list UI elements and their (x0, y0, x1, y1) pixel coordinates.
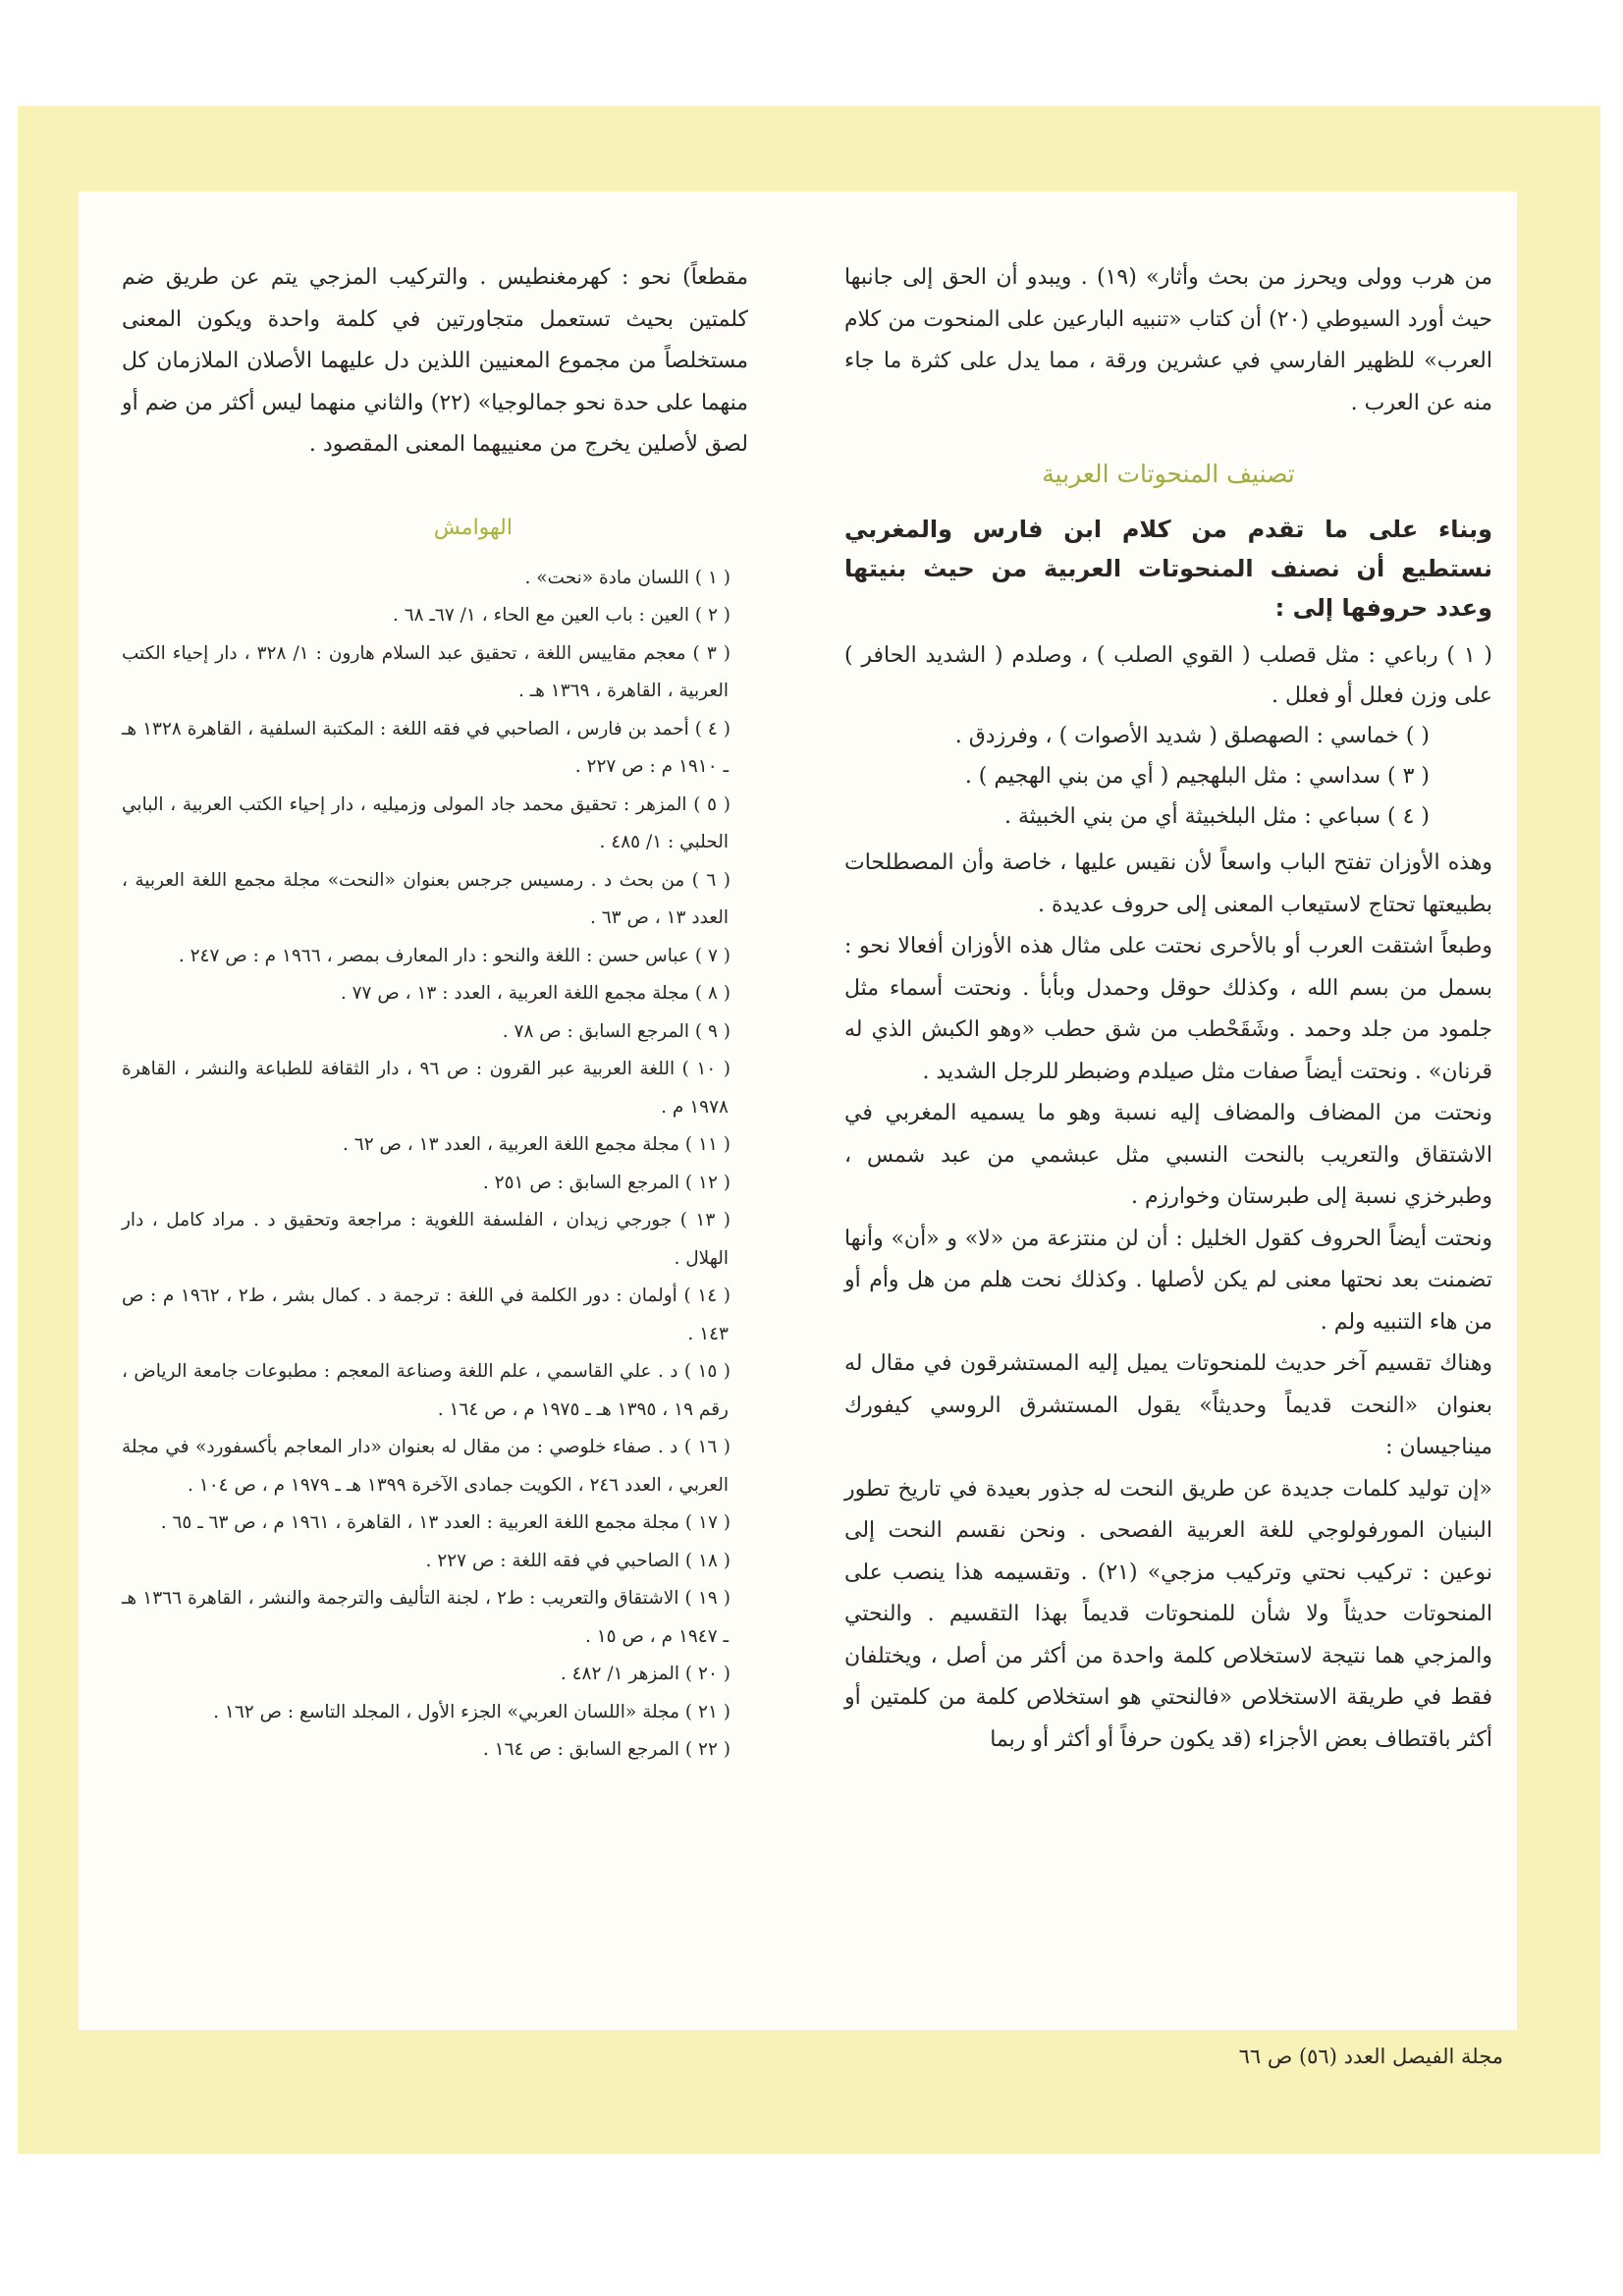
right-column (844, 257, 1492, 1761)
footnote: ( ٩ ) المرجع السابق : ص ٧٨ . (502, 1020, 730, 1042)
paragraph: وهناك تقسيم آخر حديث للمنحوتات يميل إليه المستشرقون في مقال له بعنوان «النحت قديماً وحديثاً» يقول المستشرق الروسي كيفورك ميناجيسان : (844, 1351, 1492, 1459)
footnote: ( ٨ ) مجلة مجمع اللغة العربية ، العدد : ١٣ ، ص ٧٧ . (340, 983, 730, 1004)
intro-paragraph: من هرب وولى ويحرز من بحث وأثار» (١٩) . ويبدو أن الحق إلى جانبها حيث أورد السيوطي (٢٠) أن كتاب «تنبيه البارعين على المنحوت من كلام العرب» للظهير الفارسي في عشرين ورقة ، مما يدل على كثرة ما جاء منه عن العرب . (844, 265, 1492, 415)
footnote: ( ٢٠ ) المزهر ١/ ٤٨٢ . (560, 1664, 730, 1684)
footnote: ( ١٢ ) المرجع السابق : ص ٢٥١ . (482, 1172, 730, 1193)
footnote: ( ٣ ) معجم مقاييس اللغة ، تحقيق عبد السلام هارون : ١/ ٣٢٨ ، دار إحياء الكتب العربية ، القاهرة ، ١٣٦٩ هـ . (122, 642, 730, 701)
paragraph: ونحتت أيضاً الحروف كقول الخليل : أن لن منتزعة من «لا» و «أن» وأنها تضمنت بعد نحتها معنى لم يكن لأصلها . وكذلك نحت هلم من هل وأم أو من هاء التنبيه ولم . (844, 1226, 1492, 1335)
paragraph: ونحتت من المضاف والمضاف إليه نسبة وهو ما يسميه المغربي في الاشتقاق والتعريب بالنحت النسبي مثل عبشمي من عبد شمس ، وطبرخزي نسبة إلى طبرستان وخوارزم . (844, 1101, 1492, 1209)
footnote: ( ١ ) اللسان مادة «نحت» . (524, 567, 730, 588)
footnote: ( ٢٢ ) المرجع السابق : ص ١٦٤ . (482, 1739, 730, 1760)
footnote: ( ١٦ ) د . صفاء خلوصي : من مقال له بعنوان «دار المعاجم بأكسفورد» في مجلة العربي ، العدد ٢٤٦ ، الكويت جمادى الآخرة ١٣٩٩ هـ ـ ١٩٧٩ م ، ص ١٠٤ . (122, 1437, 730, 1496)
footnote: ( ١٩ ) الاشتقاق والتعريب : ط٢ ، لجنة التأليف والترجمة والنشر ، القاهرة ١٣٦٦ هـ ـ ١٩٤٧ م ، ص ١٥ . (122, 1588, 731, 1647)
footnote: ( ٢ ) العين : باب العين مع الحاء ، ١/ ٦٧ـ ٦٨ . (392, 605, 730, 626)
list-item-khumasi: ( ) خماسي : الصهصلق ( شديد الأصوات ) ، وفرزدق . (954, 724, 1430, 748)
footnote: ( ٤ ) أحمد بن فارس ، الصاحبي في فقه اللغة : المكتبة السلفية ، القاهرة ١٣٢٨ هـ ـ ١٩١٠ م : ص ٢٢٧ . (122, 718, 730, 777)
page-footer: مجلة الفيصل العدد (٥٦) ص ٦٦ (1238, 2045, 1503, 2068)
footnote: ( ١٧ ) مجلة مجمع اللغة العربية : العدد ١٣ ، القاهرة ، ١٩٦١ م ، ص ٦٣ ـ ٦٥ . (160, 1512, 730, 1533)
footnote: ( ١٥ ) د . علي القاسمي ، علم اللغة وصناعة المعجم : مطبوعات جامعة الرياض ، رقم ١٩ ، ١٣٩٥ هـ ـ ١٩٧٥ م ، ص ١٦٤ . (122, 1361, 730, 1420)
list-item-sudasi: ( ٣ ) سداسي : مثل البلهجيم ( أي من بني الهجيم ) . (964, 764, 1430, 789)
footnotes-list (122, 560, 748, 1770)
footnote: ( ١٨ ) الصاحبي في فقه اللغة : ص ٢٢٧ . (425, 1550, 730, 1571)
footnotes-heading: الهوامش (433, 515, 513, 540)
left-column (122, 257, 748, 1770)
lead-paragraph: وبناء على ما تقدم من كلام ابن فارس والمغربي نستطيع أن نصنف المنحوتات العربية من حيث بنيتها وعدد حروفها إلى : (844, 516, 1492, 622)
footnote: ( ١٤ ) أولمان : دور الكلمة في اللغة : ترجمة د . كمال بشر ، ط٢ ، ١٩٦٢ م : ص ١٤٣ . (122, 1285, 730, 1344)
footnote: ( ٢١ ) مجلة «اللسان العربي» الجزء الأول ، المجلد التاسع : ص ١٦٢ . (213, 1701, 730, 1722)
paragraph: «إن توليد كلمات جديدة عن طريق النحت له جذور بعيدة في تاريخ تطور البنيان المورفولوجي للغة العربية الفصحى . ونحن نقسم النحت إلى نوعين : تركيب نحتي وتركيب مزجي» (٢١) . وتقسيمه هذا ينصب على المنحوتات حديثاً ولا شأن للمنحوتات قديماً بهذا التقسيم . والنحتي والمزجي هما نتيجة لاستخلاص كلمة واحدة من أكثر من أصل ، ويختلفان فقط في طريقة الاستخلاص «فالنحتي هو استخلاص كلمة من كلمتين أو أكثر باقتطاف بعض الأجزاء (قد يكون حرفاً أو أكثر أو ربما (844, 1476, 1492, 1752)
footnote: ( ١٠ ) اللغة العربية عبر القرون : ص ٩٦ ، دار الثقافة للطباعة والنشر ، القاهرة ١٩٧٨ م . (122, 1059, 730, 1118)
continuation-paragraph: مقطعاً) نحو : كهرمغنطيس . والتركيب المزجي يتم عن طريق ضم كلمتين بحيث تستعمل متجاورتين في كلمة واحدة ويكون المعنى مستخلصاً من مجموع المعنيين اللذين دل عليهما الأصلان الملازمان كل منهما على حدة نحو جمالوجيا» (٢٢) والثاني منهما ليس أكثر من ضم أو لصق لأصلين يخرج من معنييهما المعنى المقصود . (122, 265, 748, 457)
paragraph: وهذه الأوزان تفتح الباب واسعاً لأن نقيس عليها ، خاصة وأن المصطلحات بطبيعتها تحتاج لاستيعاب المعنى إلى حروف عديدة . (844, 850, 1492, 917)
section-heading: تصنيف المنحوتات العربية (1042, 460, 1295, 488)
footnote: ( ١١ ) مجلة مجمع اللغة العربية ، العدد ١٣ ، ص ٦٢ . (343, 1134, 730, 1155)
paragraph: وطبعاً اشتقت العرب أو بالأحرى نحتت على مثال هذه الأوزان أفعالا نحو : بسمل من بسم الله ، وكذلك حوقل وحمدل وبأبأ . ونحتت أسماء مثل جلمود من جلد وحمد . وشَقَحْطب من شق حطب «وهو الكبش الذي له قرنان» . ونحتت أيضاً صفات مثل صيلدم وضبطر للرجل الشديد . (844, 934, 1492, 1084)
footnote: ( ٧ ) عباس حسن : اللغة والنحو : دار المعارف بمصر ، ١٩٦٦ م : ص ٢٤٧ . (178, 945, 730, 966)
list-item-subai: ( ٤ ) سباعي : مثل البلخبيثة أي من بني الخبيثة . (1004, 804, 1430, 829)
footnote: ( ٥ ) المزهر : تحقيق محمد جاد المولى وزميليه ، دار إحياء الكتب العربية ، البابي الحلبي : ١/ ٤٨٥ . (122, 793, 731, 852)
footnote: ( ١٣ ) جورجي زيدان ، الفلسفة اللغوية : مراجعة وتحقيق د . مراد كامل ، دار الهلال . (122, 1210, 730, 1269)
footnote: ( ٦ ) من بحث د . رمسيس جرجس بعنوان «النحت» مجلة مجمع اللغة العربية ، العدد ١٣ ، ص ٦٣ . (122, 869, 730, 928)
list-item-rubai: ( ١ ) رباعي : مثل قصلب ( القوي الصلب ) ، وصلدم ( الشديد الحافر ) على وزن فعلل أو فعلل . (844, 643, 1493, 708)
